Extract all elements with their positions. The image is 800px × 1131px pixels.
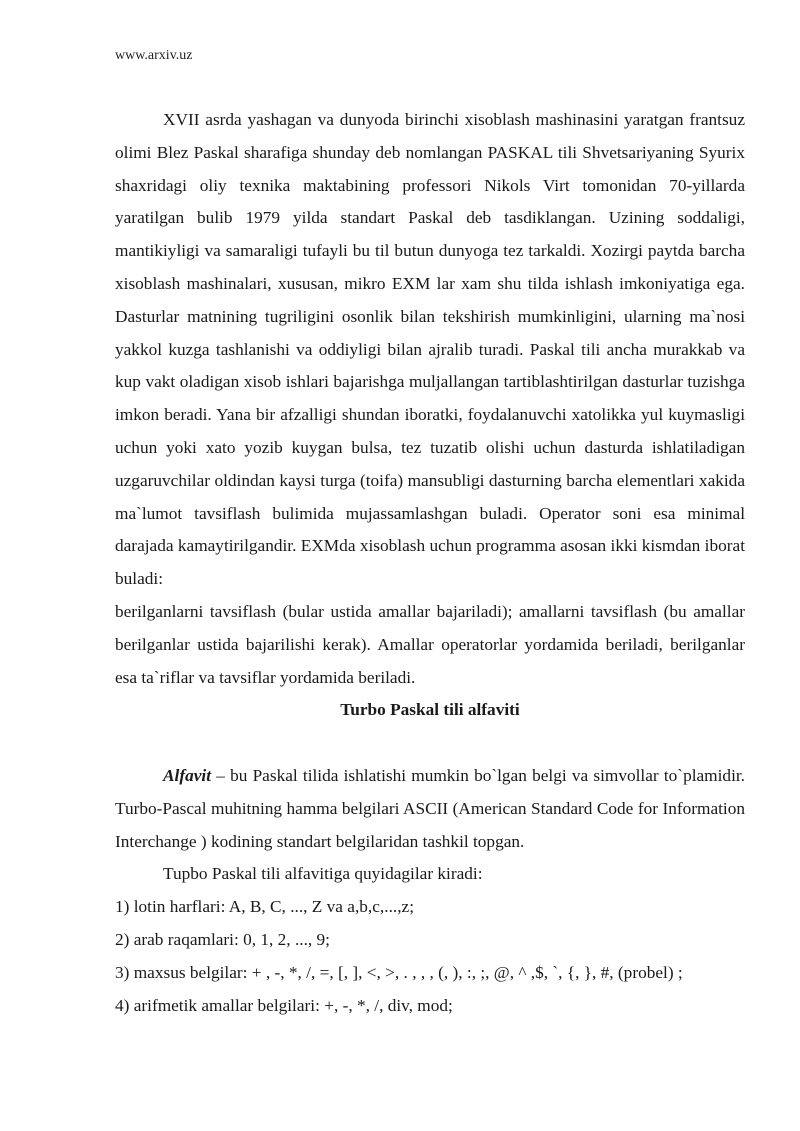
document-body xyxy=(115,104,745,1022)
section-heading: Turbo Paskal tili alfaviti xyxy=(340,700,520,720)
paragraph-alfavit xyxy=(115,760,745,858)
paragraph-paskal-history: XVII asrda yashagan va dunyoda birinchi xisoblash mashinasini yaratgan frantsuz olimi Blez Paskal sharafiga shunday deb nomlangan PASKAL tili Shvetsariyaning Syurix shaxridagi oliy texnika maktabining professori Nikols Virt tomonidan 70-yillarda yaratilgan bulib 1979 yilda standart Paskal deb tasdiklangan. Uzining soddaligi, mantikiyligi va samaraligi tufayli bu til butun dunyoga tez tarkaldi. Xozirgi paytda barcha xisoblash mashinalari, xususan, mikro EXM lar xam shu tilda ishlash imkoniyatiga ega. Dasturlar matnining tugriligini osonlik bilan tekshirish mumkinligini, ularning ma`nosi yakkol kuzga tashlanishi va oddiyligi bilan ajralib turadi. Paskal tili ancha murakkab va kup vakt oladigan xisob ishlari bajarishga muljallangan tartiblashtirilgan dasturlar tuzishga imkon beradi. Yana bir afzalligi shundan iboratki, foydalanuvchi xatolikka yul kuymasligi uchun yoki xato yozib kuygan bulsa, tez tuzatib olishi uchun dasturda ishlatiladigan uzgaruvchilar oldindan kaysi turga (toifa) mansubligi dasturning barcha elementlari xakida ma`lumot tavsiflash bulimida mujassamlashgan buladi. Operator soni esa minimal darajada kamaytirilgandir. EXMda xisoblash uchun programma asosan ikki kismdan iborat buladi: xyxy=(115,110,745,589)
term-alfavit: Alfavit xyxy=(163,765,211,785)
alfavit-definition: – bu Paskal tilida ishlatishi mumkin bo`lgan belgi va simvollar to`plamidir. Turbo-Pascal muhitning hamma belgilari ASCII (American Standard Code for Information Interchange ) kodining standart belgilaridan tashkil topgan. xyxy=(115,765,745,851)
list-item: 3) maxsus belgilar: + , -, *, /, =, [, ], <, >, . , , , (, ), :, ;, @, ^ ,$, `, {, }, #, (probel) ; xyxy=(115,962,683,982)
paragraph-list-intro: Tupbo Paskal tili alfavitiga quyidagilar kiradi: xyxy=(163,864,483,884)
list-item: 4) arifmetik amallar belgilari: +, -, *, /, div, mod; xyxy=(115,995,453,1015)
blank-line xyxy=(115,727,745,760)
list-item: 1) lotin harflari: A, B, C, ..., Z va a,b,c,...,z; xyxy=(115,897,414,917)
paragraph-program-parts: berilganlarni tavsiflash (bular ustida amallar bajariladi); amallarni tavsiflash (bu amallar berilganlar ustida bajarilishi kerak). Amallar operatorlar yordamida beriladi, berilganlar esa ta`riflar va tavsiflar yordamida beriladi. xyxy=(115,601,745,687)
list-item: 2) arab raqamlari: 0, 1, 2, ..., 9; xyxy=(115,929,330,949)
alphabet-list xyxy=(115,891,745,1022)
site-header: www.arxiv.uz xyxy=(115,48,193,63)
